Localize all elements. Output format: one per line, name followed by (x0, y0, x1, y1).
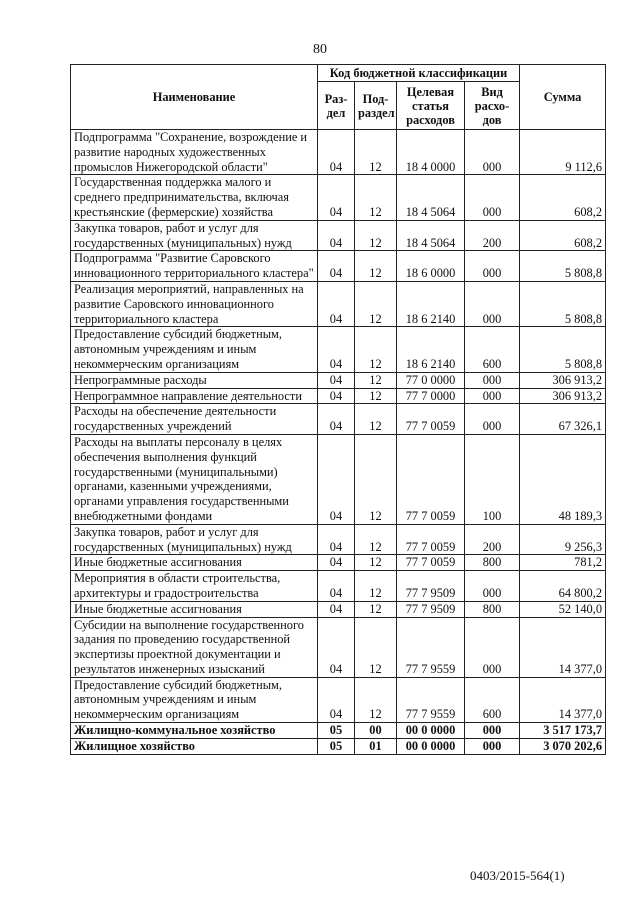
row-vid: 800 (465, 601, 520, 617)
document-code: 0403/2015-564(1) (470, 868, 565, 883)
header-vid: Вид расхо- дов (465, 82, 520, 130)
row-razdel: 04 (318, 617, 355, 677)
header-name: Наименование (71, 65, 318, 130)
row-razdel: 04 (318, 372, 355, 388)
row-sum: 3 517 173,7 (520, 723, 606, 739)
row-target: 77 7 9559 (397, 617, 465, 677)
row-razdel: 04 (318, 327, 355, 372)
row-vid: 000 (465, 738, 520, 754)
row-vid: 100 (465, 434, 520, 524)
row-vid: 000 (465, 388, 520, 404)
row-target: 77 7 0059 (397, 524, 465, 555)
table-row (71, 677, 606, 722)
table-row (71, 327, 606, 372)
row-vid: 000 (465, 372, 520, 388)
row-razdel: 04 (318, 388, 355, 404)
row-target: 18 4 0000 (397, 130, 465, 175)
row-razdel: 05 (318, 723, 355, 739)
row-sum: 5 808,8 (520, 281, 606, 326)
row-vid: 200 (465, 524, 520, 555)
row-razdel: 04 (318, 601, 355, 617)
row-razdel: 04 (318, 434, 355, 524)
row-target: 77 7 0059 (397, 555, 465, 571)
row-podrazdel: 12 (355, 617, 397, 677)
table-row (71, 434, 606, 524)
row-target: 77 7 0059 (397, 404, 465, 435)
row-target: 18 6 2140 (397, 327, 465, 372)
row-sum: 3 070 202,6 (520, 738, 606, 754)
row-vid: 800 (465, 555, 520, 571)
row-name: Предоставление субсидий бюджетным, автономным учреждениям и иным некоммерческим организациям (71, 677, 318, 722)
row-target: 00 0 0000 (397, 723, 465, 739)
row-razdel: 04 (318, 677, 355, 722)
row-vid: 000 (465, 130, 520, 175)
row-podrazdel: 12 (355, 220, 397, 251)
table-row (71, 601, 606, 617)
row-target: 77 7 9559 (397, 677, 465, 722)
row-name: Расходы на обеспечение деятельности государственных учреждений (71, 404, 318, 435)
table-row (71, 372, 606, 388)
row-vid: 000 (465, 571, 520, 602)
row-podrazdel: 12 (355, 175, 397, 220)
row-podrazdel: 12 (355, 281, 397, 326)
row-target: 77 7 0000 (397, 388, 465, 404)
row-name: Предоставление субсидий бюджетным, автономным учреждениям и иным некоммерческим организациям (71, 327, 318, 372)
table-header (71, 65, 606, 130)
header-target: Целевая статья расходов (397, 82, 465, 130)
table-row (71, 251, 606, 282)
row-sum: 306 913,2 (520, 388, 606, 404)
row-target: 18 4 5064 (397, 175, 465, 220)
row-podrazdel: 12 (355, 677, 397, 722)
row-name: Закупка товаров, работ и услуг для государственных (муниципальных) нужд (71, 220, 318, 251)
row-podrazdel: 12 (355, 434, 397, 524)
row-vid: 000 (465, 404, 520, 435)
row-vid: 000 (465, 723, 520, 739)
row-name: Жилищное хозяйство (71, 738, 318, 754)
row-razdel: 04 (318, 571, 355, 602)
row-sum: 5 808,8 (520, 251, 606, 282)
row-razdel: 04 (318, 175, 355, 220)
row-sum: 14 377,0 (520, 677, 606, 722)
row-vid: 200 (465, 220, 520, 251)
table-row (71, 175, 606, 220)
table-row (71, 220, 606, 251)
row-razdel: 04 (318, 404, 355, 435)
row-vid: 000 (465, 251, 520, 282)
row-vid: 000 (465, 175, 520, 220)
table-row (71, 130, 606, 175)
row-podrazdel: 12 (355, 130, 397, 175)
row-vid: 000 (465, 281, 520, 326)
row-name: Непрограммное направление деятельности (71, 388, 318, 404)
table-row (71, 738, 606, 754)
row-name: Субсидии на выполнение государственного задания по проведению государственной экспертизы проектной документации и результатов инженерных изысканий (71, 617, 318, 677)
table-row (71, 555, 606, 571)
table-row (71, 571, 606, 602)
row-podrazdel: 12 (355, 372, 397, 388)
row-razdel: 04 (318, 220, 355, 251)
row-podrazdel: 01 (355, 738, 397, 754)
row-vid: 000 (465, 617, 520, 677)
row-name: Закупка товаров, работ и услуг для государственных (муниципальных) нужд (71, 524, 318, 555)
row-name: Жилищно-коммунальное хозяйство (71, 723, 318, 739)
row-razdel: 04 (318, 130, 355, 175)
row-target: 18 6 2140 (397, 281, 465, 326)
row-sum: 9 112,6 (520, 130, 606, 175)
row-razdel: 05 (318, 738, 355, 754)
header-sum: Сумма (520, 65, 606, 130)
row-podrazdel: 12 (355, 251, 397, 282)
header-classification-group: Код бюджетной классификации (318, 65, 520, 82)
table-body (71, 130, 606, 755)
table-row (71, 617, 606, 677)
row-name: Реализация мероприятий, направленных на развитие Саровского инновационного территориального кластера (71, 281, 318, 326)
row-vid: 600 (465, 677, 520, 722)
row-sum: 306 913,2 (520, 372, 606, 388)
row-razdel: 04 (318, 524, 355, 555)
row-target: 77 0 0000 (397, 372, 465, 388)
row-sum: 9 256,3 (520, 524, 606, 555)
row-target: 77 7 9509 (397, 571, 465, 602)
row-podrazdel: 12 (355, 571, 397, 602)
row-sum: 608,2 (520, 220, 606, 251)
row-razdel: 04 (318, 251, 355, 282)
row-name: Иные бюджетные ассигнования (71, 601, 318, 617)
row-sum: 52 140,0 (520, 601, 606, 617)
table-row (71, 723, 606, 739)
row-target: 77 7 9509 (397, 601, 465, 617)
row-name: Мероприятия в области строительства, архитектуры и градостроительства (71, 571, 318, 602)
row-target: 00 0 0000 (397, 738, 465, 754)
budget-table (70, 64, 606, 755)
row-podrazdel: 00 (355, 723, 397, 739)
row-sum: 67 326,1 (520, 404, 606, 435)
row-name: Расходы на выплаты персоналу в целях обеспечения выполнения функций государственными (муниципальными) органами, казенными учреждениями, органами управления государственными внебюджетными фондами (71, 434, 318, 524)
header-podrazdel: Под- раздел (355, 82, 397, 130)
row-sum: 781,2 (520, 555, 606, 571)
row-sum: 608,2 (520, 175, 606, 220)
row-name: Иные бюджетные ассигнования (71, 555, 318, 571)
row-name: Подпрограмма "Развитие Саровского инновационного территориального кластера" (71, 251, 318, 282)
row-sum: 64 800,2 (520, 571, 606, 602)
row-podrazdel: 12 (355, 601, 397, 617)
row-podrazdel: 12 (355, 524, 397, 555)
row-sum: 5 808,8 (520, 327, 606, 372)
row-target: 77 7 0059 (397, 434, 465, 524)
row-name: Непрограммные расходы (71, 372, 318, 388)
row-target: 18 6 0000 (397, 251, 465, 282)
table-row (71, 388, 606, 404)
row-name: Подпрограмма "Сохранение, возрождение и развитие народных художественных промыслов Нижегородской области" (71, 130, 318, 175)
row-razdel: 04 (318, 555, 355, 571)
row-sum: 14 377,0 (520, 617, 606, 677)
row-vid: 600 (465, 327, 520, 372)
row-razdel: 04 (318, 281, 355, 326)
table-row (71, 281, 606, 326)
row-podrazdel: 12 (355, 555, 397, 571)
row-target: 18 4 5064 (397, 220, 465, 251)
header-razdel: Раз- дел (318, 82, 355, 130)
row-podrazdel: 12 (355, 404, 397, 435)
row-sum: 48 189,3 (520, 434, 606, 524)
table-row (71, 404, 606, 435)
table-row (71, 524, 606, 555)
page-number: 80 (313, 42, 327, 57)
row-podrazdel: 12 (355, 327, 397, 372)
row-name: Государственная поддержка малого и среднего предпринимательства, включая крестьянские (фермерские) хозяйства (71, 175, 318, 220)
row-podrazdel: 12 (355, 388, 397, 404)
